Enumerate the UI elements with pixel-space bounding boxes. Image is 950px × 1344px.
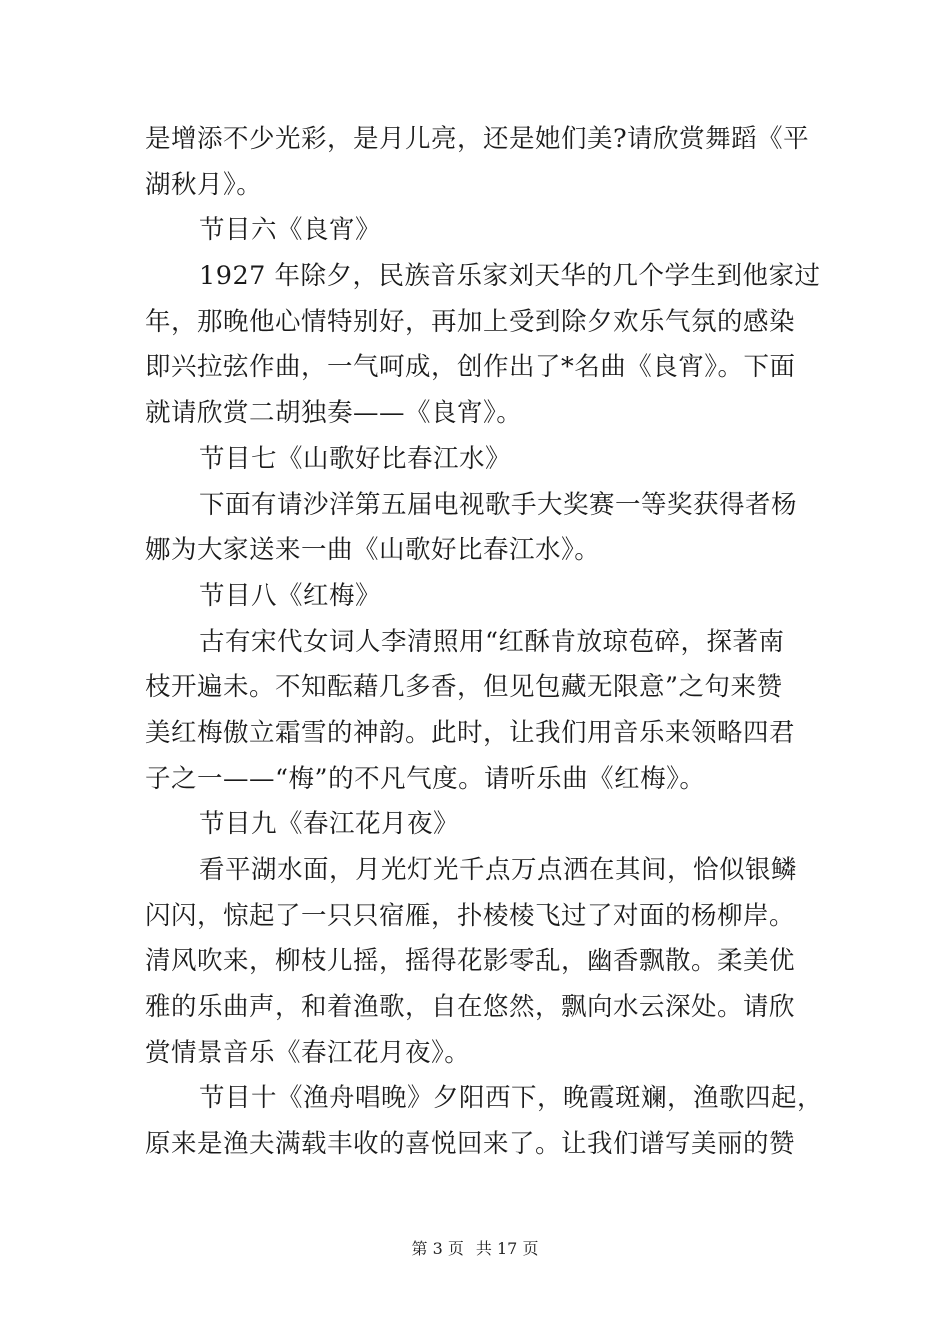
text-line: 节目六《良宵》 [199,215,382,246]
text-line: 节目七《山歌好比春江水》 [199,443,512,474]
text-line: 节目八《红梅》 [199,580,382,611]
text-line: 就请欣赏二胡独奏——《良宵》。 [145,398,523,429]
text-line: 古有宋代女词人李清照用“红酥肯放琼苞碎，探著南 [199,626,785,657]
page-footer [0,1236,950,1259]
text-line: 美红梅傲立霜雪的神韵。此时，让我们用音乐来领略四君 [145,717,796,748]
text-line: 年，那晚他心情特别好，再加上受到除夕欢乐气氛的感染 [145,306,796,337]
text-line: 即兴拉弦作曲，一气呵成，创作出了*名曲《良宵》。下面 [145,352,796,383]
text-line: 是增添不少光彩，是月儿亮，还是她们美?请欣赏舞蹈《平 [145,124,810,154]
text-line: 湖秋月》。 [145,169,263,200]
text-line: 看平湖水面，月光灯光千点万点洒在其间，恰似银鳞 [199,855,798,885]
text-line: 清风吹来，柳枝儿摇，摇得花影零乱，幽香飘散。柔美优 [145,946,796,977]
page-total: 共 17 页 [475,1239,539,1258]
text-line: 娜为大家送来一曲《山歌好比春江水》。 [145,535,601,566]
text-line: 下面有请沙洋第五届电视歌手大奖赛一等奖获得者杨 [199,489,798,520]
text-line: 节目九《春江花月夜》 [199,809,460,840]
text-line: 节目十《渔舟唱晚》夕阳西下，晚霞斑斓，渔歌四起， [199,1083,824,1114]
document-body [145,117,824,1168]
text-line: 雅的乐曲声，和着渔歌，自在悠然，飘向水云深处。请欣 [145,992,796,1023]
text-line: 赏情景音乐《春江花月夜》。 [145,1037,471,1068]
text-line: 子之一——“梅”的不凡气度。请听乐曲《红梅》。 [145,763,706,794]
text-line: 原来是渔夫满载丰收的喜悦回来了。让我们谱写美丽的赞 [145,1129,796,1160]
text-line: 1927 年除夕，民族音乐家刘天华的几个学生到他家过 [199,261,821,292]
text-line: 枝开遍未。不知酝藉几多香，但见包藏无限意”之句来赞 [145,672,783,703]
page-number: 第 3 页 [411,1239,464,1258]
text-line: 闪闪，惊起了一只只宿雁，扑棱棱飞过了对面的杨柳岸。 [145,900,796,931]
